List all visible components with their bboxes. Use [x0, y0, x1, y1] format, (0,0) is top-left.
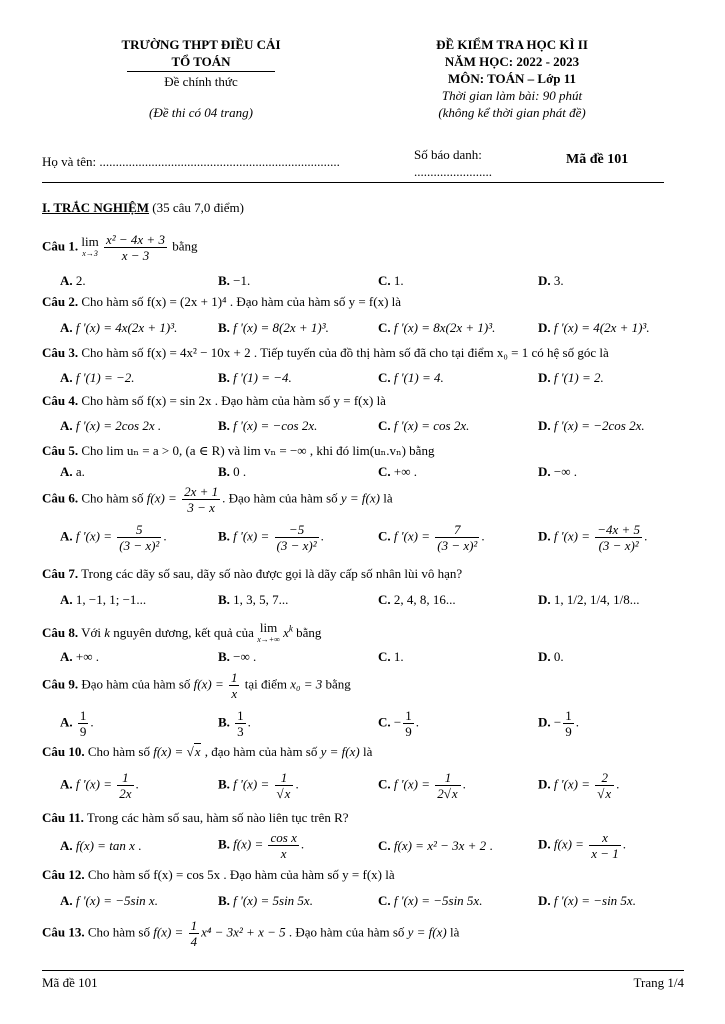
q10-option-b[interactable]: B. f '(x) = $\frac{1}{√x}$ . — [218, 770, 299, 801]
q5-option-c[interactable]: C. +∞ . — [378, 464, 417, 479]
q9-option-b[interactable]: B. $\frac{1}{3}$ . — [218, 708, 251, 739]
q12-option-b[interactable]: B. f '(x) = 5sin 5x. — [218, 893, 313, 908]
q7-option-c[interactable]: C. 2, 4, 8, 16... — [378, 592, 456, 607]
q6-option-a[interactable]: A. f '(x) = $\frac{5}{\text{(3 − x)²}}$ . — [60, 522, 167, 553]
question-10: Câu 10. Cho hàm số f(x) = √x , đạo hàm của hàm số y = f(x) là — [42, 744, 373, 759]
official-label: Đề chính thức — [164, 74, 238, 89]
q6-option-d[interactable]: D. f '(x) = $\frac{-4x + 5}{\text{(3 − x)²}}$ . — [538, 522, 648, 553]
department: TỔ TOÁN — [171, 54, 231, 69]
question-1: Câu 1. lim x→3 $\frac{\text{x² − 4x + 3}}{x - 3}$ bằng — [42, 232, 198, 263]
q1-option-d[interactable]: D. 3. — [538, 273, 564, 288]
q2-option-c[interactable]: C. f '(x) = 8x(2x + 1)³. — [378, 320, 496, 335]
limit-expr: lim x→3 — [81, 233, 99, 258]
exam-title: ĐỀ KIỂM TRA HỌC KÌ II — [436, 37, 588, 52]
q8-option-c[interactable]: C. 1. — [378, 649, 404, 664]
q7-option-b[interactable]: B. 1, 3, 5, 7... — [218, 592, 289, 607]
q3-option-d[interactable]: D. f '(1) = 2. — [538, 370, 604, 385]
exam-code: Mã đề 101 — [566, 152, 629, 167]
q10-option-a[interactable]: A. f '(x) = $\frac{1}{2x}$ . — [60, 770, 139, 801]
q5-option-d[interactable]: D. −∞ . — [538, 464, 577, 479]
q7-option-d[interactable]: D. 1, 1/2, 1/4, 1/8... — [538, 592, 640, 607]
q4-option-a[interactable]: A. f '(x) = 2cos 2x . — [60, 418, 162, 433]
q5-option-a[interactable]: A. a. — [60, 464, 85, 479]
q1-option-a[interactable]: A. 2. — [60, 273, 86, 288]
q2-option-d[interactable]: D. f '(x) = 4(2x + 1)³. — [538, 320, 650, 335]
q4-option-c[interactable]: C. f '(x) = cos 2x. — [378, 418, 470, 433]
question-5: Câu 5. Cho lim uₙ = a > 0, (a ∈ R) và lim vₙ = −∞ , khi đó lim(uₙ.vₙ) bằng — [42, 443, 435, 458]
sbd-dots: ........................ — [414, 164, 492, 179]
q12-option-d[interactable]: D. f '(x) = −sin 5x. — [538, 893, 636, 908]
question-12: Câu 12. Cho hàm số f(x) = cos 5x . Đạo hàm của hàm số y = f(x) là — [42, 867, 395, 882]
q9-option-d[interactable]: D. − $\frac{1}{9}$ . — [538, 708, 579, 739]
q2-option-a[interactable]: A. f '(x) = 4x(2x + 1)³. — [60, 320, 178, 335]
q12-option-c[interactable]: C. f '(x) = −5sin 5x. — [378, 893, 483, 908]
q8-option-d[interactable]: D. 0. — [538, 649, 564, 664]
footer-page-number: Trang 1/4 — [633, 975, 684, 990]
sbd-label: Số báo danh: — [414, 147, 482, 162]
time-note: (không kể thời gian phát đề) — [438, 105, 586, 120]
page-footer — [42, 970, 684, 990]
q8-option-a[interactable]: A. +∞ . — [60, 649, 99, 664]
q3-option-c[interactable]: C. f '(1) = 4. — [378, 370, 444, 385]
footer-exam-code: Mã đề 101 — [42, 975, 98, 990]
question-11: Câu 11. Trong các hàm số sau, hàm số nào liên tục trên R? — [42, 810, 349, 825]
q10-option-c[interactable]: C. f '(x) = $\frac{1}{2√x}$ . — [378, 770, 466, 801]
q9-option-a[interactable]: A. $\frac{1}{9}$ . — [60, 708, 94, 739]
school-year: NĂM HỌC: 2022 - 2023 — [444, 54, 580, 69]
q9-option-c[interactable]: C. − $\frac{1}{9}$ . — [378, 708, 419, 739]
question-9: Câu 9. Đạo hàm của hàm số f(x) = $\frac{1}{x}$ tại điểm x₀ = 3 bằng — [42, 670, 351, 701]
q12-option-a[interactable]: A. f '(x) = −5sin x. — [60, 893, 158, 908]
question-7: Câu 7. Trong các dãy số sau, dãy số nào được gọi là dãy cấp số nhân lùi vô hạn? — [42, 566, 463, 581]
question-4: Câu 4. Cho hàm số f(x) = sin 2x . Đạo hàm của hàm số y = f(x) là — [42, 393, 386, 408]
school-name: TRƯỜNG THPT ĐIỀU CẢI — [121, 37, 281, 52]
q11-option-a[interactable]: A. f(x) = tan x . — [60, 838, 142, 853]
question-8: Câu 8. Với k nguyên dương, kết quả của lim x→+∞ $x^k$ bằng — [42, 620, 322, 644]
section-heading: I. TRẮC NGHIỆM — [42, 200, 150, 215]
q8-option-b[interactable]: B. −∞ . — [218, 649, 257, 664]
question-2: Câu 2. Cho hàm số f(x) = (2x + 1)⁴ . Đạo hàm của hàm số y = f(x) là — [42, 294, 402, 309]
header-divider — [127, 71, 275, 72]
section-title — [42, 200, 244, 216]
q2-option-b[interactable]: B. f '(x) = 8(2x + 1)³. — [218, 320, 329, 335]
q3-option-b[interactable]: B. f '(1) = −4. — [218, 370, 292, 385]
header-right — [392, 36, 632, 121]
q4-option-b[interactable]: B. f '(x) = −cos 2x. — [218, 418, 318, 433]
question-6: Câu 6. Cho hàm số f(x) = $\frac{2x + 1}{3 - x}$ . Đạo hàm của hàm số y = f(x) là — [42, 484, 393, 515]
student-info — [42, 140, 664, 183]
pages-note: (Đề thi có 04 trang) — [149, 105, 253, 120]
q11-option-b[interactable]: B. f(x) = $\frac{\text{cos x}}{x}$ . — [218, 830, 305, 861]
q7-option-a[interactable]: A. 1, −1, 1; −1... — [60, 592, 147, 607]
q5-option-b[interactable]: B. 0 . — [218, 464, 247, 479]
candidate-number-field[interactable] — [414, 146, 492, 180]
question-3: Câu 3. Cho hàm số f(x) = 4x² − 10x + 2 . Tiếp tuyến của đồ thị hàm số đã cho tại điểm x₀ = 1 có hệ số góc là — [42, 345, 609, 360]
student-name-field[interactable]: Họ và tên: .......................................................................... — [42, 154, 340, 169]
q1-option-c[interactable]: C. 1. — [378, 273, 404, 288]
section-note: (35 câu 7,0 điểm) — [152, 200, 244, 215]
q1-option-b[interactable]: B. −1. — [218, 273, 251, 288]
q11-option-c[interactable]: C. f(x) = x² − 3x + 2 . — [378, 838, 493, 853]
q4-option-d[interactable]: D. f '(x) = −2cos 2x. — [538, 418, 645, 433]
header-left — [96, 36, 306, 121]
subject: MÔN: TOÁN – Lớp 11 — [447, 71, 577, 86]
q6-option-b[interactable]: B. f '(x) = $\frac{-5}{\text{(3 − x)²}}$ . — [218, 522, 324, 553]
q3-option-a[interactable]: A. f '(1) = −2. — [60, 370, 135, 385]
question-13: Câu 13. Cho hàm số f(x) = $\frac{1}{4}$ x⁴ − 3x² + x − 5 . Đạo hàm của hàm số y = f(x) là — [42, 918, 460, 949]
time-limit: Thời gian làm bài: 90 phút — [441, 88, 583, 103]
q10-option-d[interactable]: D. f '(x) = $\frac{2}{√x}$ . — [538, 770, 620, 801]
q6-option-c[interactable]: C. f '(x) = $\frac{7}{\text{(3 − x)²}}$ . — [378, 522, 485, 553]
q11-option-d[interactable]: D. f(x) = $\frac{x}{x - 1}$ . — [538, 830, 626, 861]
